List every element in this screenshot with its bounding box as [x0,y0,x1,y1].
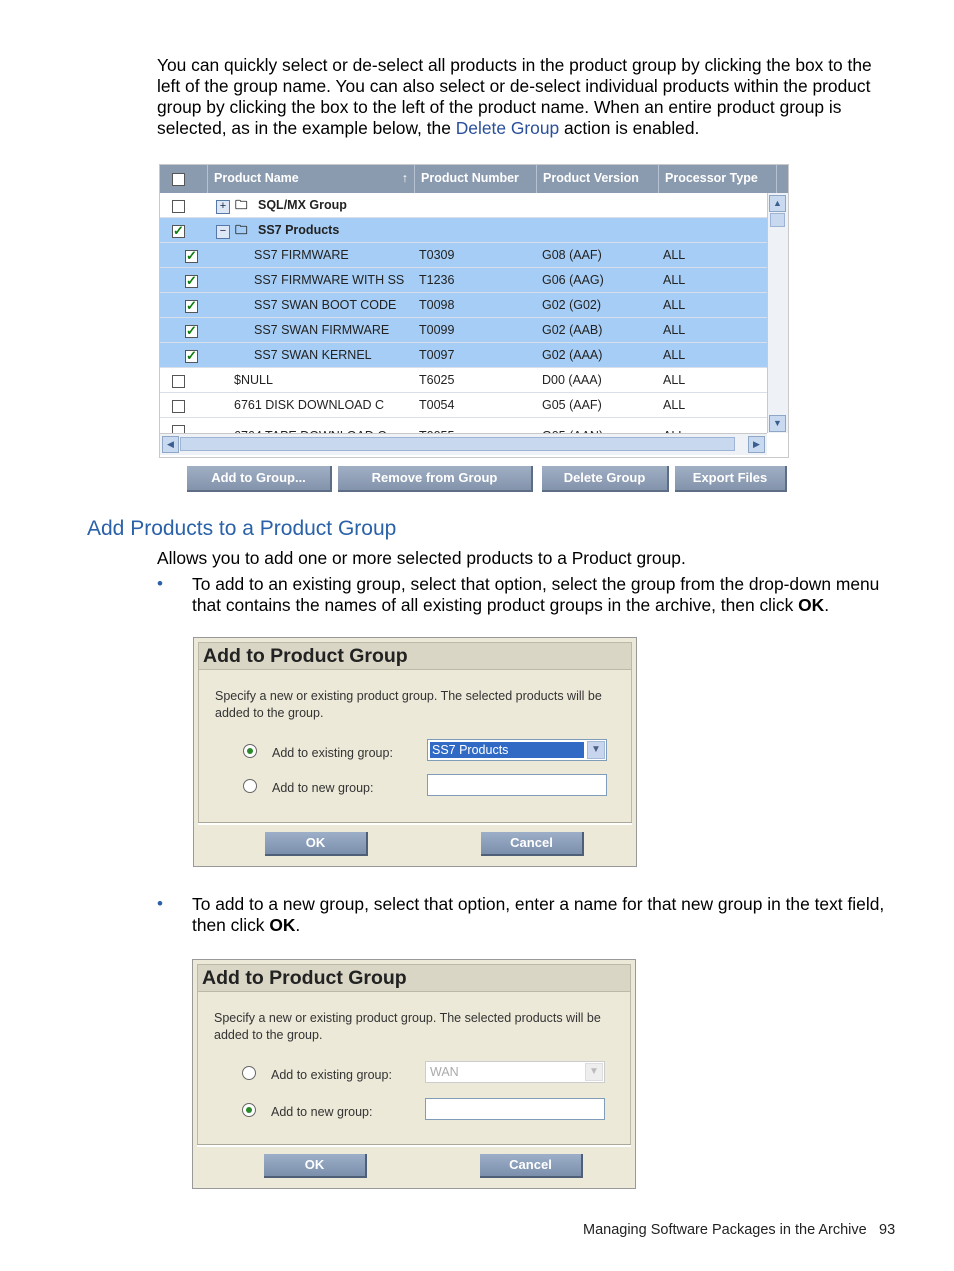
row-checkbox[interactable] [185,300,198,313]
new-group-name-input[interactable] [427,774,607,796]
dialog-description: Specify a new or existing product group. The selected products will be added to the group. [215,689,602,720]
ok-button[interactable]: OK [264,1154,367,1178]
cell-product-number: T0098 [419,298,455,312]
scroll-up-icon[interactable]: ▲ [769,195,786,212]
header-processor-type[interactable]: Processor Type [659,165,777,193]
page-number: 93 [879,1222,896,1238]
cell-product-number: T0309 [419,248,455,262]
row-checkbox[interactable] [185,325,198,338]
collapse-icon[interactable]: − [216,218,230,243]
ok-button[interactable]: OK [265,832,368,856]
cell-product-version: G02 (G02) [542,298,602,312]
chevron-down-icon[interactable]: ▼ [587,741,605,759]
row-checkbox[interactable] [172,375,185,388]
existing-group-radio[interactable] [242,1066,256,1080]
cell-product-number: T0099 [419,323,455,337]
intro-text-end: action is enabled. [559,118,700,138]
delete-group-link[interactable]: Delete Group [455,118,560,138]
folder-icon: 🗀 [235,198,248,212]
row-checkbox[interactable] [185,350,198,363]
table-row[interactable] [160,393,767,418]
cell-product-name: SS7 SWAN KERNEL [254,348,372,362]
section-body: Allows you to add one or more selected products to a Product group. [157,548,686,568]
page-footer-title: Managing Software Packages in the Archive [583,1222,867,1238]
row-checkbox[interactable] [172,400,185,413]
table-row[interactable] [160,268,767,293]
table-row[interactable] [160,293,767,318]
new-group-radio[interactable] [243,779,257,793]
cell-processor-type: ALL [663,248,686,262]
select-all-checkbox[interactable] [172,173,185,186]
cell-processor-type: ALL [663,273,686,287]
table-action-bar [0,466,954,492]
expand-icon[interactable]: + [216,193,230,218]
existing-group-dropdown[interactable] [427,739,607,761]
bullet-dot-1: • [157,574,163,593]
cell-product-name: SS7 SWAN BOOT CODE [254,298,397,312]
new-group-label: Add to new group: [271,1105,373,1119]
bullet-dot-2: • [157,894,163,913]
table-row[interactable] [160,368,767,393]
cell-product-number: T0054 [419,398,455,412]
dialog-description: Specify a new or existing product group. The selected products will be added to the group. [214,1011,601,1042]
header-product-version[interactable]: Product Version [537,165,659,193]
group-row-ss7[interactable] [160,218,767,243]
bullet-2: To add to a new group, select that option, enter a name for that new group in the text field, then click OK. [192,894,885,935]
cell-product-number: T0097 [419,348,455,362]
header-select-all-cell [160,165,208,193]
cell-processor-type: ALL [663,373,686,387]
horizontal-scroll-thumb[interactable] [180,437,735,451]
header-product-name[interactable]: Product Name ↑ [208,165,415,193]
table-row[interactable] [160,243,767,268]
existing-group-label: Add to existing group: [271,1068,392,1082]
remove-from-group-button[interactable]: Remove from Group [338,466,533,492]
cell-product-name: SS7 FIRMWARE WITH SS [254,273,405,287]
existing-group-radio[interactable] [243,744,257,758]
cell-product-name: $NULL [234,373,273,387]
cell-product-name: SS7 SWAN FIRMWARE [254,323,390,337]
section-heading: Add Products to a Product Group [87,517,397,540]
add-to-product-group-dialog-new [192,959,636,1189]
vertical-scroll-thumb[interactable] [770,213,785,227]
new-group-radio[interactable] [242,1103,256,1117]
table-row[interactable] [160,318,767,343]
dropdown-selected-value: SS7 Products [430,742,584,758]
cell-product-name: 6761 DISK DOWNLOAD C [234,398,385,412]
cell-product-version: D00 (AAA) [542,373,602,387]
sort-arrow-icon: ↑ [401,171,408,185]
cell-product-version: G02 (AAA) [542,348,603,362]
delete-group-button[interactable]: Delete Group [542,466,669,492]
cell-product-version: G02 (AAB) [542,323,603,337]
cell-product-version: G05 (AAF) [542,398,602,412]
vertical-scrollbar[interactable] [767,193,788,433]
new-group-name-input[interactable] [425,1098,605,1120]
cell-product-number: T1236 [419,273,455,287]
group-row-sqlmx[interactable] [160,193,767,218]
group-checkbox[interactable] [172,200,185,213]
existing-group-dropdown[interactable] [425,1061,605,1083]
cell-product-name: SS7 FIRMWARE [254,248,349,262]
cell-product-number: T6025 [419,373,455,387]
cell-product-version: G08 (AAF) [542,248,602,262]
cell-product-version: G06 (AAG) [542,273,604,287]
cancel-button[interactable]: Cancel [480,1154,583,1178]
cancel-button[interactable]: Cancel [481,832,584,856]
product-table [159,164,789,458]
intro-text: You can quickly select or de-select all products in the product group by clicking the box to the left of the group name. You can also select or de-select individual products within the product group by clicking the box to the left of the product name. When an entire product group is selected, as in the example below, the [157,55,872,138]
scroll-down-icon[interactable]: ▼ [769,415,786,432]
new-group-label: Add to new group: [272,781,374,795]
bullet-1: To add to an existing group, select that option, select the group from the drop-down menu that contains the names of all existing product groups in the archive, then click OK. [192,574,880,615]
cell-processor-type: ALL [663,398,686,412]
dropdown-selected-value: WAN [430,1065,459,1079]
existing-group-label: Add to existing group: [272,746,393,760]
table-row[interactable] [160,343,767,368]
row-checkbox[interactable] [185,275,198,288]
group-checkbox[interactable] [172,225,185,238]
add-to-group-button[interactable]: Add to Group... [187,466,332,492]
add-to-product-group-dialog-existing [193,637,637,867]
row-checkbox[interactable] [185,250,198,263]
scroll-left-icon[interactable]: ◀ [162,436,179,453]
horizontal-scrollbar[interactable] [160,433,767,455]
header-product-number[interactable]: Product Number [415,165,537,193]
cell-processor-type: ALL [663,298,686,312]
dialog-title: Add to Product Group [198,642,632,670]
intro-paragraph [157,55,897,139]
group-name: SS7 Products [258,223,340,237]
table-header [160,165,788,193]
group-name: SQL/MX Group [258,198,347,212]
scroll-right-icon[interactable]: ▶ [748,436,765,453]
chevron-down-icon[interactable]: ▼ [585,1063,603,1081]
table-row-partial[interactable] [160,418,767,433]
dialog-title: Add to Product Group [197,964,631,992]
cell-processor-type: ALL [663,323,686,337]
folder-icon: 🗀 [235,223,248,237]
cell-processor-type: ALL [663,348,686,362]
export-files-button[interactable]: Export Files [675,466,787,492]
